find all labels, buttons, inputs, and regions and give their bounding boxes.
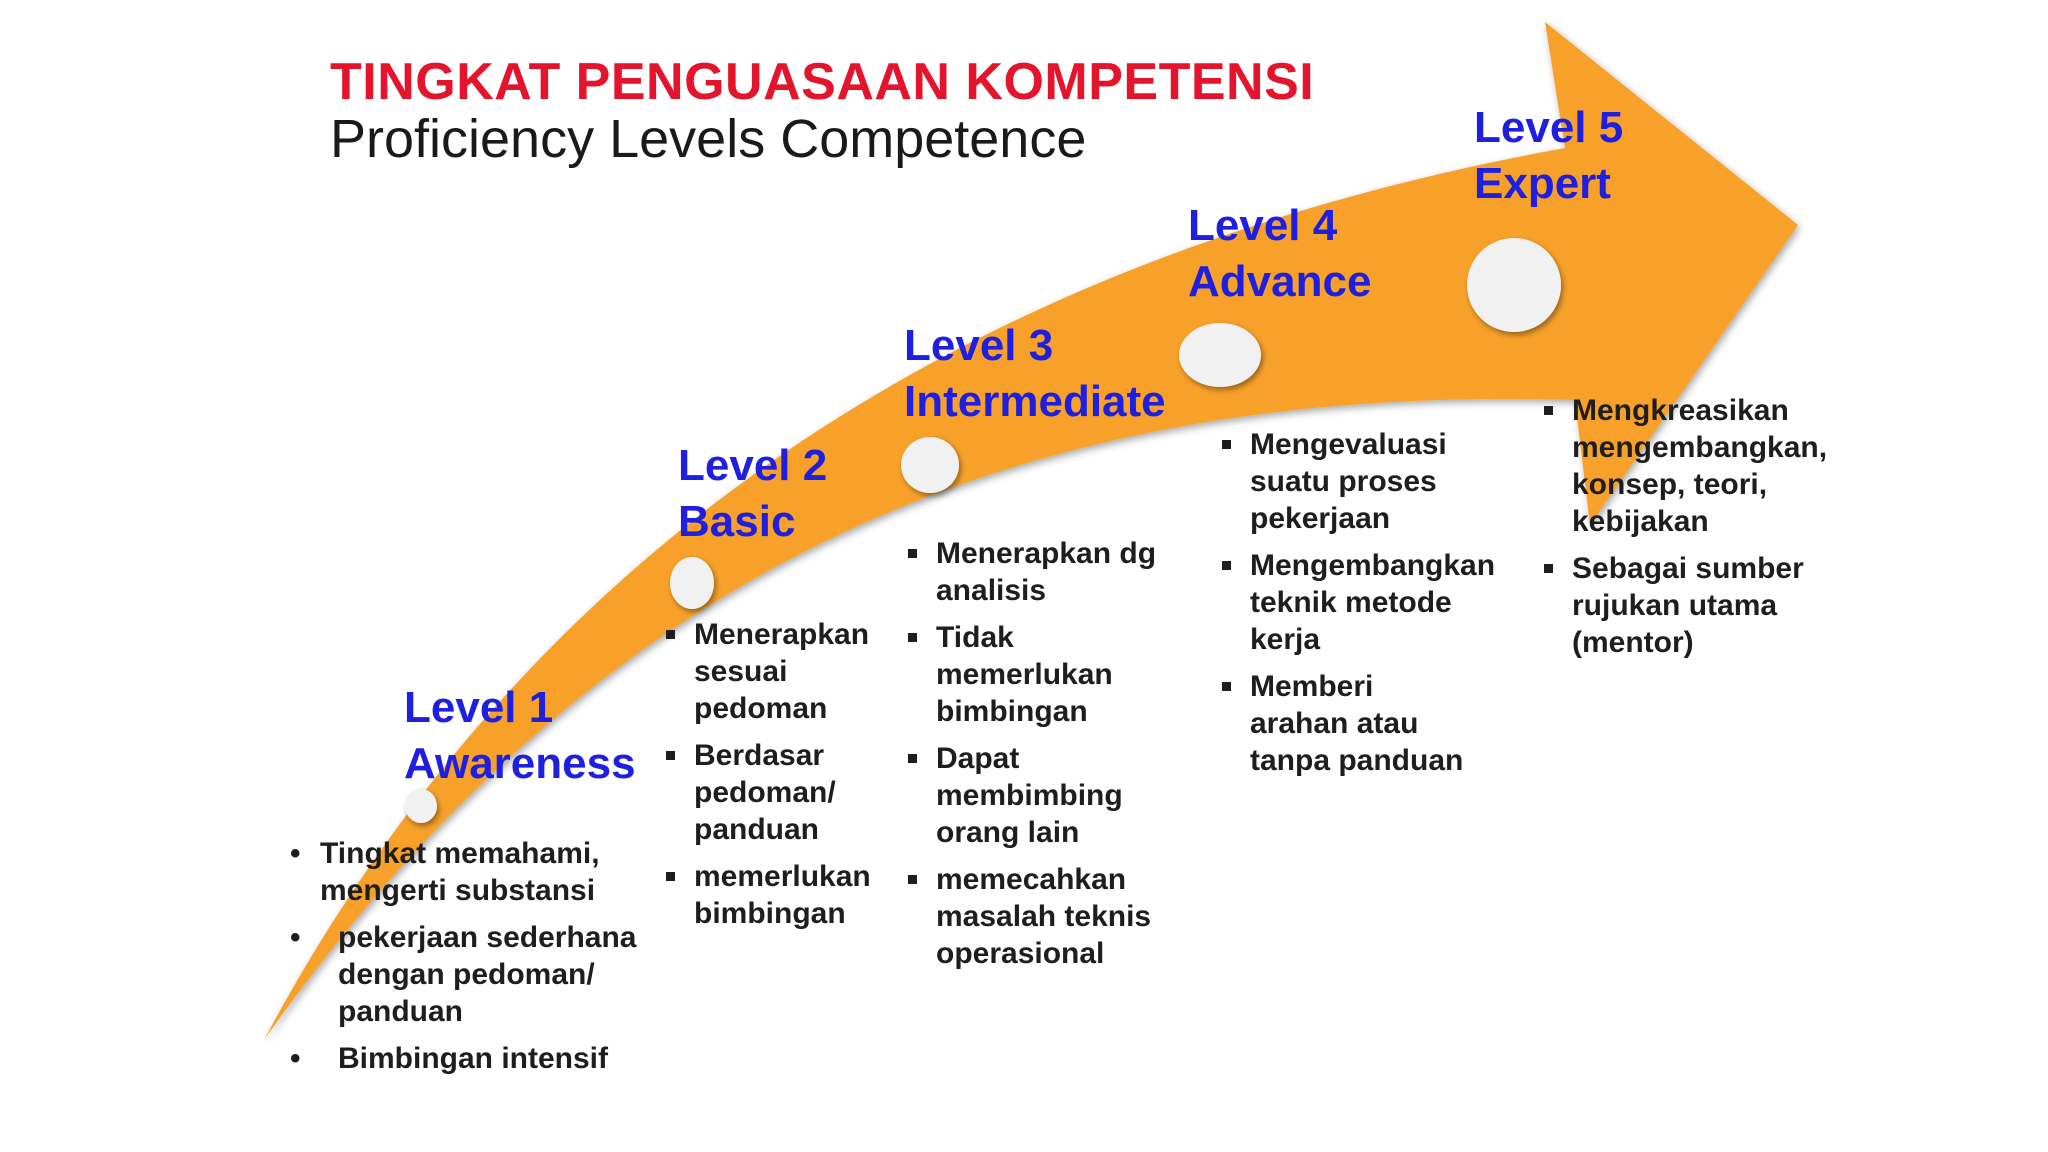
- level-5-points: [1542, 392, 1842, 671]
- level-5-name: Expert: [1474, 159, 1611, 208]
- level-3-point: Dapat membimbing orang lain: [906, 740, 1196, 851]
- level-3-number: Level 3: [904, 321, 1054, 370]
- level-2-milestone-circle: [670, 557, 714, 609]
- page-subtitle: Proficiency Levels Competence: [330, 109, 1087, 169]
- level-5-label: [1474, 100, 1623, 212]
- level-3-point: Menerapkan dg analisis: [906, 535, 1196, 609]
- level-4-number: Level 4: [1188, 201, 1338, 250]
- level-1-name: Awareness: [404, 739, 636, 788]
- level-5-milestone-circle: [1467, 238, 1561, 332]
- level-2-point: memerlukan bimbingan: [664, 858, 894, 932]
- page-title: TINGKAT PENGUASAAN KOMPETENSI: [330, 53, 1315, 111]
- level-4-label: [1188, 198, 1371, 310]
- level-2-point: Menerapkan sesuai pedoman: [664, 616, 894, 727]
- level-5-number: Level 5: [1474, 103, 1624, 152]
- level-5-point: Mengkreasikan mengembangkan, konsep, teori, kebijakan: [1542, 392, 1842, 540]
- level-3-label: [904, 318, 1166, 430]
- level-2-points: [664, 616, 894, 942]
- level-1-label: [404, 680, 636, 792]
- level-5-point: Sebagai sumber rujukan utama (mentor): [1542, 550, 1842, 661]
- level-4-point: Memberi arahan atau tanpa panduan: [1220, 668, 1465, 779]
- level-1-point: • Bimbingan intensif: [290, 1040, 650, 1077]
- level-1-points: [290, 835, 650, 1087]
- level-2-label: [678, 438, 827, 550]
- level-3-point: memecahkan masalah teknis operasional: [906, 861, 1196, 972]
- level-3-name: Intermediate: [904, 377, 1166, 426]
- level-4-name: Advance: [1188, 257, 1372, 306]
- level-4-points: [1220, 426, 1496, 789]
- level-1-point: • Tingkat memahami, mengerti substansi: [290, 835, 650, 909]
- level-4-point: Mengevaluasi suatu proses pekerjaan: [1220, 426, 1465, 537]
- level-3-milestone-circle: [901, 437, 959, 493]
- level-2-point: Berdasar pedoman/ panduan: [664, 737, 894, 848]
- level-3-points: [906, 535, 1196, 982]
- level-2-number: Level 2: [678, 441, 828, 490]
- level-3-point: Tidak memerlukan bimbingan: [906, 619, 1196, 730]
- level-1-number: Level 1: [404, 683, 554, 732]
- level-1-milestone-circle: [405, 789, 437, 823]
- level-4-point: Mengembangkan teknik metode kerja: [1220, 547, 1465, 658]
- level-2-name: Basic: [678, 497, 796, 546]
- level-1-point: • pekerjaan sederhana dengan pedoman/ panduan: [290, 919, 650, 1030]
- level-4-milestone-circle: [1179, 323, 1261, 387]
